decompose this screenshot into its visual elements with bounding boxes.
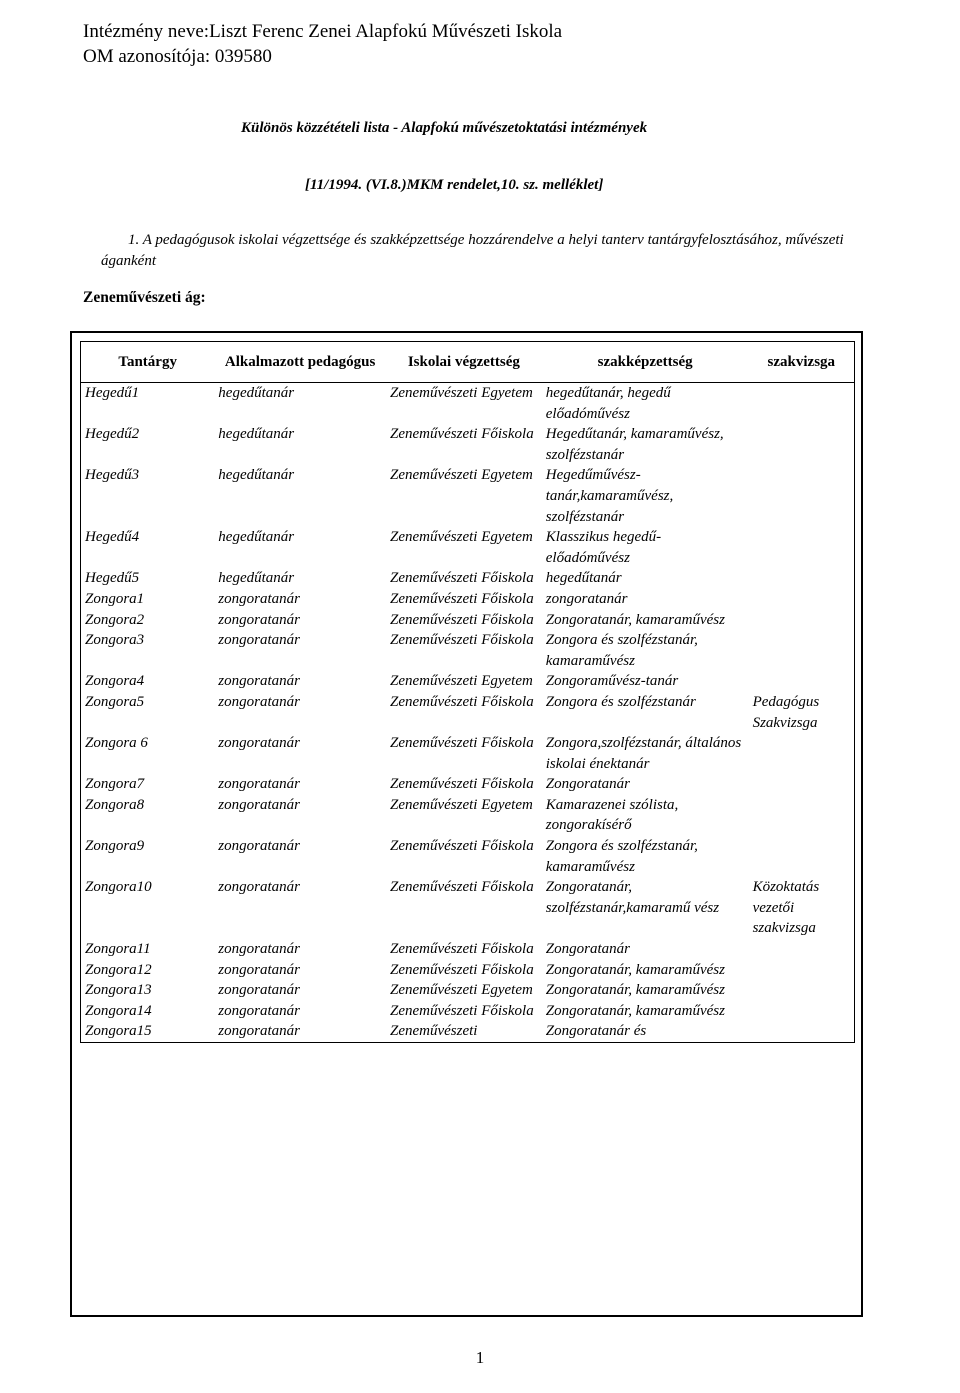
cell-exam (749, 465, 855, 527)
cell-qualification: Zongoratanár (545, 941, 630, 958)
cell-exam (749, 671, 855, 692)
table-row (81, 589, 855, 610)
intro-text: A pedagógusok iskolai végzettsége és szakképzettsége hozzárendelve a helyi tanterv tantárgyfelosztásához, művészeti áganként (101, 232, 844, 269)
cell-exam (749, 630, 855, 671)
cell-exam (749, 733, 855, 774)
cell-qualification: Kamarazenei szólista, zongorakísérő (545, 796, 679, 834)
cell-teacher: hegedűtanár (218, 467, 295, 484)
table-row (81, 1021, 855, 1042)
cell-subject: Hegedű2 (85, 426, 140, 443)
cell-education: Zeneművészeti Egyetem (389, 529, 533, 546)
cell-subject: Zongora5 (85, 693, 145, 710)
table-row (81, 980, 855, 1001)
cell-education: Zeneművészeti Egyetem (389, 467, 533, 484)
teachers-table (80, 341, 855, 1043)
cell-teacher: zongoratanár (218, 879, 300, 896)
cell-exam (749, 1001, 855, 1022)
cell-qualification: Zongoratanár, szolfézstanár,kamaramű vész (545, 879, 720, 916)
cell-qualification: Zongoratanár és (545, 1023, 647, 1040)
cell-exam (749, 610, 855, 631)
cell-education: Zeneművészeti Főiskola (389, 632, 534, 649)
page-number: 1 (475, 1348, 485, 1367)
table-row (81, 383, 855, 425)
cell-teacher: zongoratanár (218, 590, 300, 607)
cell-teacher: hegedűtanár (218, 426, 295, 443)
header-exam: szakvizsga (749, 342, 855, 383)
cell-subject: Hegedű4 (85, 529, 140, 546)
table-row (81, 733, 855, 774)
cell-qualification: Zongoratanár, kamaraművész (545, 611, 725, 628)
cell-exam (749, 939, 855, 960)
table-row (81, 610, 855, 631)
institution-name: Intézmény neve:Liszt Ferenc Zenei Alapfokú Művészeti Iskola (83, 21, 563, 42)
cell-education: Zeneművészeti Főiskola (389, 879, 534, 896)
cell-teacher: zongoratanár (218, 1002, 300, 1019)
cell-exam (749, 836, 855, 877)
cell-subject: Zongora3 (85, 632, 145, 649)
cell-education: Zeneművészeti Főiskola (389, 590, 534, 607)
table-row (81, 692, 855, 733)
header-education: Iskolai végzettség (386, 342, 542, 383)
table-row (81, 795, 855, 836)
cell-teacher: zongoratanár (218, 632, 300, 649)
cell-education: Zeneművészeti Főiskola (389, 735, 534, 752)
cell-teacher: zongoratanár (218, 673, 300, 690)
header-teacher: Alkalmazott pedagógus (214, 342, 386, 383)
table-row (81, 960, 855, 981)
cell-education: Zeneművészeti Főiskola (389, 1002, 534, 1019)
cell-qualification: Zongoratanár, kamaraművész (545, 1002, 725, 1019)
cell-exam (749, 1021, 855, 1042)
cell-exam (749, 424, 855, 465)
header-subject: Tantárgy (81, 342, 215, 383)
table-body (81, 383, 855, 1043)
cell-teacher: zongoratanár (218, 611, 300, 628)
cell-education: Zeneművészeti Főiskola (389, 838, 534, 855)
intro-paragraph (101, 230, 861, 272)
cell-exam (749, 960, 855, 981)
cell-teacher: hegedűtanár (218, 529, 295, 546)
table-row (81, 465, 855, 527)
cell-teacher: hegedűtanár (218, 570, 295, 587)
cell-education: Zeneművészeti Egyetem (389, 385, 533, 401)
cell-subject: Zongora15 (85, 1023, 152, 1040)
document-subtitle: [11/1994. (VI.8.)MKM rendelet,10. sz. melléklet] (305, 177, 604, 193)
cell-teacher: zongoratanár (218, 735, 300, 752)
cell-education: Zeneművészeti Egyetem (389, 673, 533, 690)
cell-qualification: Klasszikus hegedű-előadóművész (545, 529, 662, 566)
table-row (81, 671, 855, 692)
cell-subject: Zongora14 (85, 1002, 152, 1019)
om-id: OM azonosítója: 039580 (83, 46, 272, 67)
branch-heading: Zeneművészeti ág: (83, 289, 206, 306)
cell-qualification: Zongora,szolfézstanár, általános iskolai énektanár (545, 735, 742, 772)
cell-qualification: Zongoratanár (545, 776, 630, 793)
cell-exam (749, 589, 855, 610)
cell-exam (749, 774, 855, 795)
cell-qualification: hegedűtanár, hegedű előadóművész (545, 385, 671, 422)
intro-number: 1. (128, 232, 140, 248)
cell-qualification: zongoratanár (545, 590, 628, 607)
table-row (81, 424, 855, 465)
document-title: Különös közzétételi lista - Alapfokú művészetoktatási intézmények (241, 120, 648, 136)
cell-teacher: zongoratanár (218, 1023, 300, 1040)
table-row (81, 568, 855, 589)
cell-subject: Zongora7 (85, 776, 145, 793)
cell-education: Zeneművészeti Egyetem (389, 796, 533, 813)
cell-teacher: zongoratanár (218, 776, 300, 793)
cell-subject: Zongora11 (85, 941, 151, 958)
cell-subject: Zongora4 (85, 673, 145, 690)
cell-qualification: Zongoratanár, kamaraművész (545, 961, 725, 978)
table-row (81, 527, 855, 568)
cell-teacher: zongoratanár (218, 693, 300, 710)
cell-teacher: hegedűtanár (218, 385, 295, 401)
cell-education: Zeneművészeti Főiskola (389, 693, 534, 710)
cell-exam (749, 980, 855, 1001)
cell-education: Zeneművészeti Főiskola (389, 611, 534, 628)
table-row (81, 774, 855, 795)
table-row (81, 1001, 855, 1022)
cell-teacher: zongoratanár (218, 961, 300, 978)
table-header-row (81, 342, 855, 383)
cell-teacher: zongoratanár (218, 941, 300, 958)
table-row (81, 630, 855, 671)
cell-subject: Zongora2 (85, 611, 145, 628)
cell-qualification: Zongora és szolfézstanár, kamaraművész (545, 632, 698, 669)
cell-subject: Hegedű1 (85, 385, 140, 401)
cell-education: Zeneművészeti Főiskola (389, 776, 534, 793)
cell-exam (749, 795, 855, 836)
cell-subject: Zongora8 (85, 796, 145, 813)
cell-exam: Közoktatás vezetői szakvizsga (752, 879, 820, 937)
cell-teacher: zongoratanár (218, 796, 300, 813)
table-row (81, 939, 855, 960)
cell-exam (749, 568, 855, 589)
cell-qualification: Hegedűművész-tanár,kamaraművész, szolfézstanár (545, 467, 674, 525)
cell-subject: Zongora12 (85, 961, 152, 978)
cell-qualification: Hegedűtanár, kamaraművész, szolfézstanár (545, 426, 724, 463)
cell-education: Zeneművészeti Főiskola (389, 961, 534, 978)
table-row (81, 877, 855, 939)
cell-subject: Zongora10 (85, 879, 152, 896)
cell-qualification: Zongora és szolfézstanár (545, 693, 696, 710)
cell-teacher: zongoratanár (218, 982, 300, 999)
cell-education: Zeneművészeti Főiskola (389, 426, 534, 443)
cell-teacher: zongoratanár (218, 838, 300, 855)
cell-exam (749, 527, 855, 568)
table-frame (70, 331, 863, 1317)
header-qualification: szakképzettség (542, 342, 749, 383)
cell-subject: Hegedű5 (85, 570, 140, 587)
cell-qualification: hegedűtanár (545, 570, 622, 587)
cell-exam (749, 383, 855, 425)
table-row (81, 836, 855, 877)
cell-subject: Zongora9 (85, 838, 145, 855)
cell-exam: Pedagógus Szakvizsga (752, 693, 820, 731)
cell-qualification: Zongoratanár, kamaraművész (545, 982, 725, 999)
cell-qualification: Zongora és szolfézstanár, kamaraművész (545, 838, 698, 875)
cell-education: Zeneművészeti Egyetem (389, 982, 533, 999)
cell-education: Zeneművészeti (389, 1023, 478, 1040)
cell-subject: Zongora 6 (85, 735, 148, 752)
cell-subject: Hegedű3 (85, 467, 140, 484)
cell-subject: Zongora13 (85, 982, 152, 999)
cell-qualification: Zongoraművész-tanár (545, 673, 679, 690)
cell-education: Zeneművészeti Főiskola (389, 570, 534, 587)
cell-subject: Zongora1 (85, 590, 145, 607)
cell-education: Zeneművészeti Főiskola (389, 941, 534, 958)
